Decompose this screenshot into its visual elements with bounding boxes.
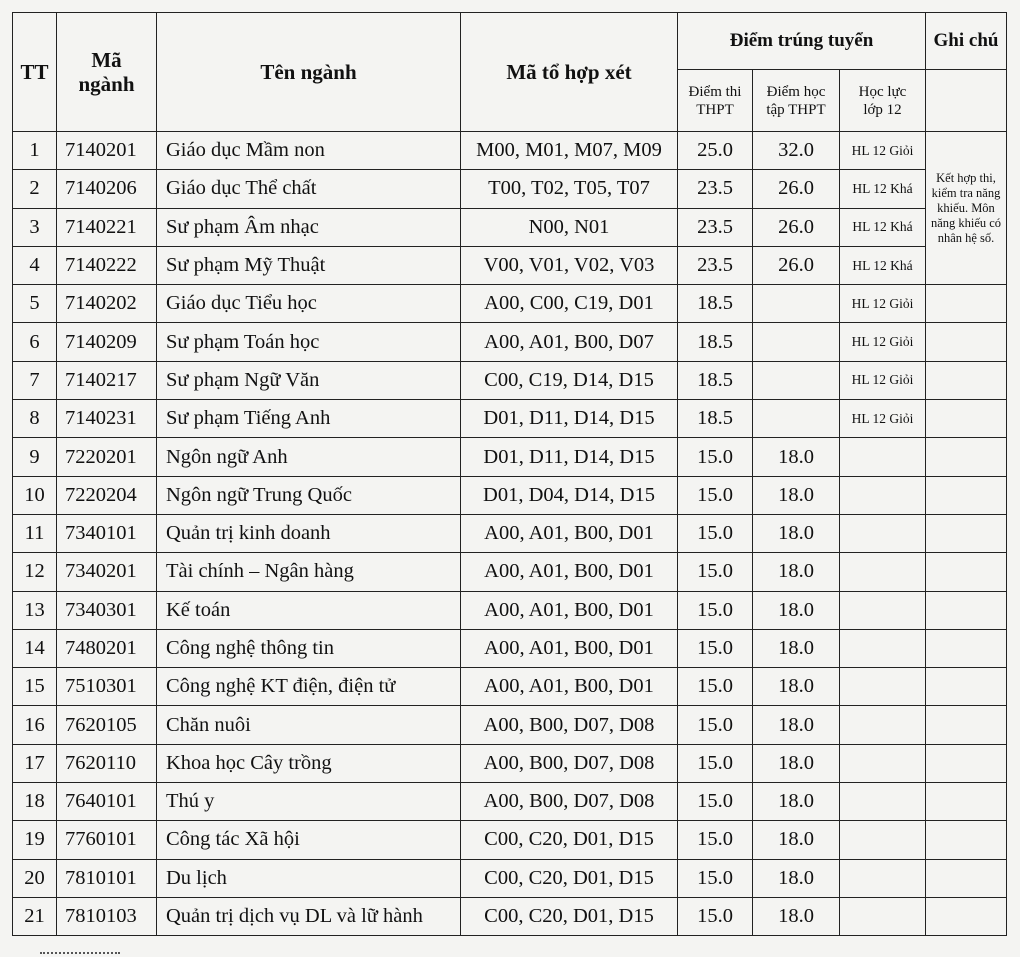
row-exam-score: 15.0 [678, 668, 753, 706]
admission-score-table [12, 12, 1007, 936]
row-transcript-score [753, 285, 840, 323]
row-major-code: 7140206 [57, 170, 157, 208]
row-major-code: 7640101 [57, 783, 157, 821]
row-exam-score: 15.0 [678, 821, 753, 859]
table-row [13, 706, 1007, 744]
table-row [13, 821, 1007, 859]
table-row [13, 744, 1007, 782]
row-number: 21 [13, 897, 57, 935]
row-academic-rank: HL 12 Khá [840, 246, 926, 284]
row-number: 1 [13, 132, 57, 170]
row-academic-rank: HL 12 Khá [840, 170, 926, 208]
row-academic-rank: HL 12 Giỏi [840, 285, 926, 323]
row-number: 7 [13, 361, 57, 399]
row-transcript-score: 18.0 [753, 476, 840, 514]
row-major-code: 7140231 [57, 400, 157, 438]
row-major-code: 7140222 [57, 246, 157, 284]
row-transcript-score: 32.0 [753, 132, 840, 170]
row-note-empty [926, 783, 1007, 821]
table-row [13, 285, 1007, 323]
row-major-code: 7140202 [57, 285, 157, 323]
row-note-empty [926, 361, 1007, 399]
row-note-empty [926, 821, 1007, 859]
row-subject-combo: D01, D04, D14, D15 [461, 476, 678, 514]
row-subject-combo: C00, C20, D01, D15 [461, 821, 678, 859]
table-row [13, 476, 1007, 514]
row-major-code: 7510301 [57, 668, 157, 706]
row-number: 9 [13, 438, 57, 476]
table-row [13, 591, 1007, 629]
row-subject-combo: A00, A01, B00, D01 [461, 668, 678, 706]
table-row [13, 629, 1007, 667]
row-subject-combo: A00, A01, B00, D01 [461, 514, 678, 552]
row-major-code: 7140201 [57, 132, 157, 170]
row-number: 12 [13, 553, 57, 591]
row-number: 18 [13, 783, 57, 821]
row-subject-combo: A00, A01, B00, D01 [461, 629, 678, 667]
table-row [13, 132, 1007, 170]
row-major-code: 7220204 [57, 476, 157, 514]
row-major-code: 7620110 [57, 744, 157, 782]
row-number: 20 [13, 859, 57, 897]
row-transcript-score: 26.0 [753, 170, 840, 208]
row-transcript-score: 26.0 [753, 246, 840, 284]
row-subject-combo: T00, T02, T05, T07 [461, 170, 678, 208]
row-subject-combo: N00, N01 [461, 208, 678, 246]
row-major-name: Sư phạm Tiếng Anh [157, 400, 461, 438]
row-transcript-score [753, 400, 840, 438]
footer-fragment [40, 946, 160, 957]
row-transcript-score [753, 361, 840, 399]
row-major-name: Thú y [157, 783, 461, 821]
row-major-name: Quản trị dịch vụ DL và lữ hành [157, 897, 461, 935]
row-number: 3 [13, 208, 57, 246]
row-subject-combo: C00, C19, D14, D15 [461, 361, 678, 399]
header-tt: TT [13, 13, 57, 132]
row-exam-score: 18.5 [678, 361, 753, 399]
row-academic-rank [840, 629, 926, 667]
row-exam-score: 15.0 [678, 897, 753, 935]
row-major-name: Tài chính – Ngân hàng [157, 553, 461, 591]
row-major-name: Sư phạm Ngữ Văn [157, 361, 461, 399]
row-number: 14 [13, 629, 57, 667]
row-major-name: Giáo dục Thể chất [157, 170, 461, 208]
row-transcript-score: 18.0 [753, 668, 840, 706]
row-major-code: 7140217 [57, 361, 157, 399]
row-number: 4 [13, 246, 57, 284]
row-subject-combo: D01, D11, D14, D15 [461, 438, 678, 476]
table-body [13, 132, 1007, 936]
table-row [13, 208, 1007, 246]
row-subject-combo: D01, D11, D14, D15 [461, 400, 678, 438]
row-exam-score: 15.0 [678, 476, 753, 514]
row-number: 11 [13, 514, 57, 552]
row-note-empty [926, 553, 1007, 591]
row-academic-rank [840, 821, 926, 859]
row-academic-rank: HL 12 Giỏi [840, 132, 926, 170]
row-transcript-score [753, 323, 840, 361]
row-major-name: Sư phạm Toán học [157, 323, 461, 361]
row-transcript-score: 18.0 [753, 744, 840, 782]
row-transcript-score: 18.0 [753, 438, 840, 476]
row-exam-score: 15.0 [678, 514, 753, 552]
row-note-empty [926, 668, 1007, 706]
header-ma-nganh: Mã ngành [57, 13, 157, 132]
row-subject-combo: C00, C20, D01, D15 [461, 897, 678, 935]
row-exam-score: 18.5 [678, 400, 753, 438]
header-hoc-luc: Học lực lớp 12 [840, 70, 926, 132]
row-subject-combo: A00, B00, D07, D08 [461, 706, 678, 744]
row-number: 6 [13, 323, 57, 361]
row-subject-combo: A00, C00, C19, D01 [461, 285, 678, 323]
row-major-code: 7140209 [57, 323, 157, 361]
row-academic-rank [840, 859, 926, 897]
row-number: 2 [13, 170, 57, 208]
row-exam-score: 23.5 [678, 246, 753, 284]
row-transcript-score: 18.0 [753, 859, 840, 897]
row-subject-combo: A00, A01, B00, D01 [461, 553, 678, 591]
table-row [13, 170, 1007, 208]
row-academic-rank: HL 12 Giỏi [840, 361, 926, 399]
row-subject-combo: C00, C20, D01, D15 [461, 859, 678, 897]
row-number: 17 [13, 744, 57, 782]
row-transcript-score: 18.0 [753, 591, 840, 629]
row-exam-score: 15.0 [678, 783, 753, 821]
row-major-name: Kế toán [157, 591, 461, 629]
row-major-code: 7810101 [57, 859, 157, 897]
row-exam-score: 15.0 [678, 591, 753, 629]
table-row [13, 400, 1007, 438]
row-note-empty [926, 744, 1007, 782]
row-note-empty [926, 859, 1007, 897]
table-row [13, 859, 1007, 897]
row-academic-rank [840, 591, 926, 629]
row-transcript-score: 26.0 [753, 208, 840, 246]
row-subject-combo: A00, A01, B00, D01 [461, 591, 678, 629]
row-major-name: Chăn nuôi [157, 706, 461, 744]
row-number: 10 [13, 476, 57, 514]
table-row [13, 323, 1007, 361]
table-row [13, 246, 1007, 284]
row-note: Kết hợp thi, kiểm tra năng khiếu. Môn năng khiếu có nhân hệ số. [926, 132, 1007, 285]
header-ten-nganh: Tên ngành [157, 13, 461, 132]
row-exam-score: 15.0 [678, 438, 753, 476]
row-major-name: Sư phạm Âm nhạc [157, 208, 461, 246]
row-major-code: 7220201 [57, 438, 157, 476]
row-major-code: 7340201 [57, 553, 157, 591]
row-major-name: Công nghệ KT điện, điện tử [157, 668, 461, 706]
table-row [13, 668, 1007, 706]
row-transcript-score: 18.0 [753, 629, 840, 667]
row-subject-combo: A00, B00, D07, D08 [461, 744, 678, 782]
row-subject-combo: M00, M01, M07, M09 [461, 132, 678, 170]
table-row [13, 514, 1007, 552]
row-number: 5 [13, 285, 57, 323]
row-academic-rank [840, 668, 926, 706]
row-academic-rank [840, 897, 926, 935]
row-major-name: Giáo dục Mầm non [157, 132, 461, 170]
row-transcript-score: 18.0 [753, 783, 840, 821]
row-academic-rank [840, 438, 926, 476]
row-note-empty [926, 476, 1007, 514]
row-number: 8 [13, 400, 57, 438]
row-exam-score: 15.0 [678, 744, 753, 782]
row-subject-combo: A00, A01, B00, D07 [461, 323, 678, 361]
row-major-name: Ngôn ngữ Anh [157, 438, 461, 476]
row-exam-score: 15.0 [678, 859, 753, 897]
row-note-empty [926, 514, 1007, 552]
table-row [13, 361, 1007, 399]
row-major-code: 7620105 [57, 706, 157, 744]
row-transcript-score: 18.0 [753, 897, 840, 935]
row-exam-score: 25.0 [678, 132, 753, 170]
table-row [13, 553, 1007, 591]
header-diem-hoc-tap: Điểm học tập THPT [753, 70, 840, 132]
row-exam-score: 23.5 [678, 170, 753, 208]
row-number: 19 [13, 821, 57, 859]
row-exam-score: 23.5 [678, 208, 753, 246]
row-academic-rank [840, 706, 926, 744]
row-note-empty [926, 285, 1007, 323]
row-exam-score: 18.5 [678, 323, 753, 361]
header-diem-thi: Điểm thi THPT [678, 70, 753, 132]
row-major-name: Khoa học Cây trồng [157, 744, 461, 782]
header-ghi-chu: Ghi chú [926, 13, 1007, 70]
row-major-code: 7760101 [57, 821, 157, 859]
row-transcript-score: 18.0 [753, 514, 840, 552]
row-subject-combo: V00, V01, V02, V03 [461, 246, 678, 284]
row-academic-rank [840, 553, 926, 591]
row-major-name: Du lịch [157, 859, 461, 897]
row-major-name: Giáo dục Tiểu học [157, 285, 461, 323]
row-exam-score: 15.0 [678, 706, 753, 744]
row-academic-rank: HL 12 Giỏi [840, 400, 926, 438]
row-academic-rank: HL 12 Giỏi [840, 323, 926, 361]
row-academic-rank [840, 783, 926, 821]
row-transcript-score: 18.0 [753, 553, 840, 591]
row-academic-rank [840, 476, 926, 514]
row-note-empty [926, 438, 1007, 476]
row-major-code: 7810103 [57, 897, 157, 935]
row-note-empty [926, 591, 1007, 629]
header-diem-trung-tuyen: Điểm trúng tuyển [678, 13, 926, 70]
row-academic-rank [840, 744, 926, 782]
row-note-empty [926, 629, 1007, 667]
row-number: 13 [13, 591, 57, 629]
row-number: 16 [13, 706, 57, 744]
row-note-empty [926, 400, 1007, 438]
row-exam-score: 15.0 [678, 629, 753, 667]
row-major-code: 7340301 [57, 591, 157, 629]
table-row [13, 438, 1007, 476]
row-note-empty [926, 323, 1007, 361]
row-major-name: Sư phạm Mỹ Thuật [157, 246, 461, 284]
row-major-name: Quản trị kinh doanh [157, 514, 461, 552]
table-row [13, 897, 1007, 935]
row-academic-rank [840, 514, 926, 552]
row-major-name: Ngôn ngữ Trung Quốc [157, 476, 461, 514]
row-number: 15 [13, 668, 57, 706]
row-major-code: 7140221 [57, 208, 157, 246]
row-note-empty [926, 706, 1007, 744]
row-major-code: 7480201 [57, 629, 157, 667]
row-major-code: 7340101 [57, 514, 157, 552]
row-academic-rank: HL 12 Khá [840, 208, 926, 246]
row-exam-score: 18.5 [678, 285, 753, 323]
row-transcript-score: 18.0 [753, 706, 840, 744]
row-exam-score: 15.0 [678, 553, 753, 591]
row-subject-combo: A00, B00, D07, D08 [461, 783, 678, 821]
row-major-name: Công nghệ thông tin [157, 629, 461, 667]
table-row [13, 783, 1007, 821]
header-ghi-chu-blank [926, 70, 1007, 132]
row-transcript-score: 18.0 [753, 821, 840, 859]
row-major-name: Công tác Xã hội [157, 821, 461, 859]
header-ma-to-hop: Mã tổ hợp xét [461, 13, 678, 132]
row-note-empty [926, 897, 1007, 935]
